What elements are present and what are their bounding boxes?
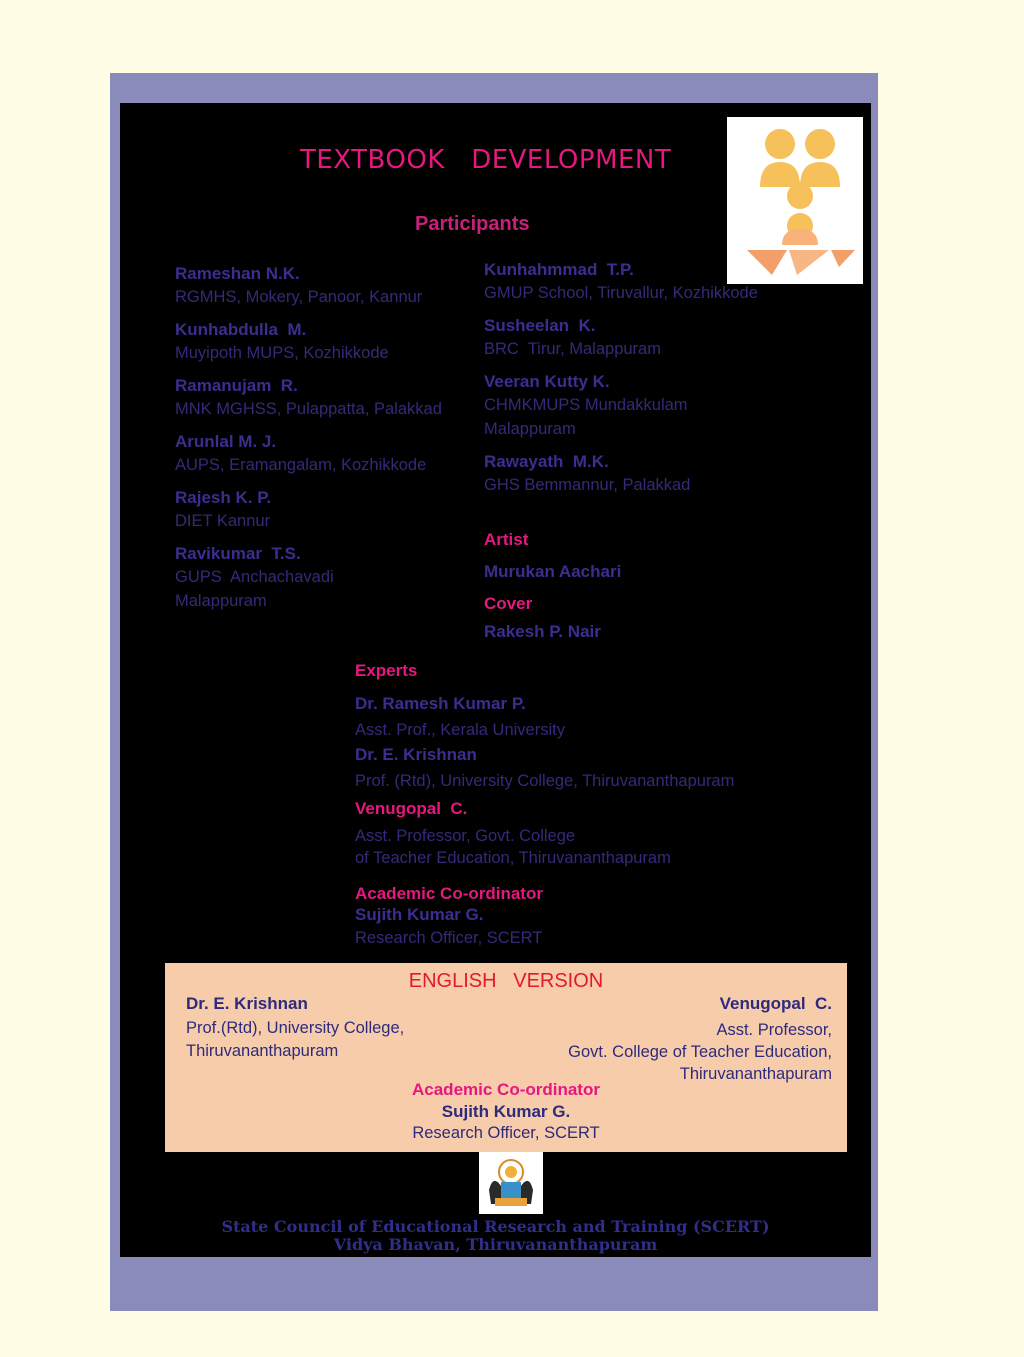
participant-name: Veeran Kutty K. [484,372,610,391]
ev-right-line2: Govt. College of Teacher Education, [568,1043,832,1061]
participant-place: Muyipoth MUPS, Kozhikkode [175,344,389,362]
cover-name: Rakesh P. Nair [484,622,601,641]
expert-name: Venugopal C. [355,799,468,818]
participant-name: Rawayath M.K. [484,452,609,471]
participant-place: MNK MGHSS, Pulappatta, Palakkad [175,400,442,418]
expert-place: of Teacher Education, Thiruvananthapuram [355,849,671,867]
participant-place: BRC Tirur, Malappuram [484,340,661,358]
participant [175,318,475,365]
coordinator-heading: Academic Co-ordinator [355,884,543,903]
participant-place: AUPS, Eramangalam, Kozhikkode [175,456,427,474]
artist-heading: Artist [484,530,529,549]
participant [175,486,475,533]
ev-coordinator-heading: Academic Co-ordinator [412,1080,600,1099]
ev-left-line1: Prof.(Rtd), University College, [186,1019,405,1037]
ev-right-line3: Thiruvananthapuram [679,1065,832,1083]
page-title: TEXTBOOK DEVELOPMENT [300,145,672,175]
participant [175,430,475,477]
participant [484,314,804,361]
participant [175,374,475,421]
participant [175,262,475,309]
right-participants [484,258,804,506]
participant-place: RGMHS, Mokery, Panoor, Kannur [175,288,423,306]
participant-name: Susheelan K. [484,316,596,335]
ev-left-name: Dr. E. Krishnan [186,994,308,1013]
english-version-box [165,963,847,1152]
ev-coordinator-name: Sujith Kumar G. [441,1102,571,1121]
participant-name: Kunhabdulla M. [175,320,307,339]
participant-place: CHMKMUPS Mundakkulam [484,396,688,414]
participant [484,450,804,497]
ev-right-name: Venugopal C. [719,994,832,1013]
footer-line-2: Vidya Bhavan, Thiruvananthapuram [333,1235,658,1254]
english-version-title: ENGLISH VERSION [408,970,604,992]
coordinator-name: Sujith Kumar G. [355,905,484,924]
participant-name: Kunhahmmad T.P. [484,260,634,279]
participant-place: Malappuram [484,420,576,438]
coordinator-role: Research Officer, SCERT [355,929,543,947]
participant-name: Arunlal M. J. [175,432,277,451]
expert-name: Dr. Ramesh Kumar P. [355,694,526,713]
participant [484,258,804,305]
footer-line-1: State Council of Educational Research and Training (SCERT) [221,1217,770,1236]
participant-place: Malappuram [175,592,267,610]
participant-name: Rajesh K. P. [175,488,272,507]
participant-place: GUPS Anchachavadi [175,568,334,586]
participant-name: Rameshan N.K. [175,264,300,283]
experts-heading: Experts [355,661,418,680]
left-participants [175,262,475,622]
participant [175,542,475,613]
expert-place: Asst. Prof., Kerala University [355,721,565,739]
participant-place: GHS Bemmannur, Palakkad [484,476,691,494]
participant [484,370,804,441]
participant-name: Ramanujam R. [175,376,298,395]
scert-emblem-icon [479,1152,543,1214]
ev-coordinator-role: Research Officer, SCERT [412,1124,600,1142]
cover-heading: Cover [484,594,533,613]
expert-place: Prof. (Rtd), University College, Thiruvananthapuram [355,772,735,790]
ev-right-line1: Asst. Professor, [716,1021,832,1039]
participant-place: GMUP School, Tiruvallur, Kozhikkode [484,284,758,302]
artist-name: Murukan Aachari [484,562,622,581]
ev-left-line2: Thiruvananthapuram [186,1042,339,1060]
participant-place: DIET Kannur [175,512,271,530]
expert-place: Asst. Professor, Govt. College [355,827,576,845]
expert-name: Dr. E. Krishnan [355,745,477,764]
participants-heading: Participants [415,213,530,235]
participant-name: Ravikumar T.S. [175,544,301,563]
